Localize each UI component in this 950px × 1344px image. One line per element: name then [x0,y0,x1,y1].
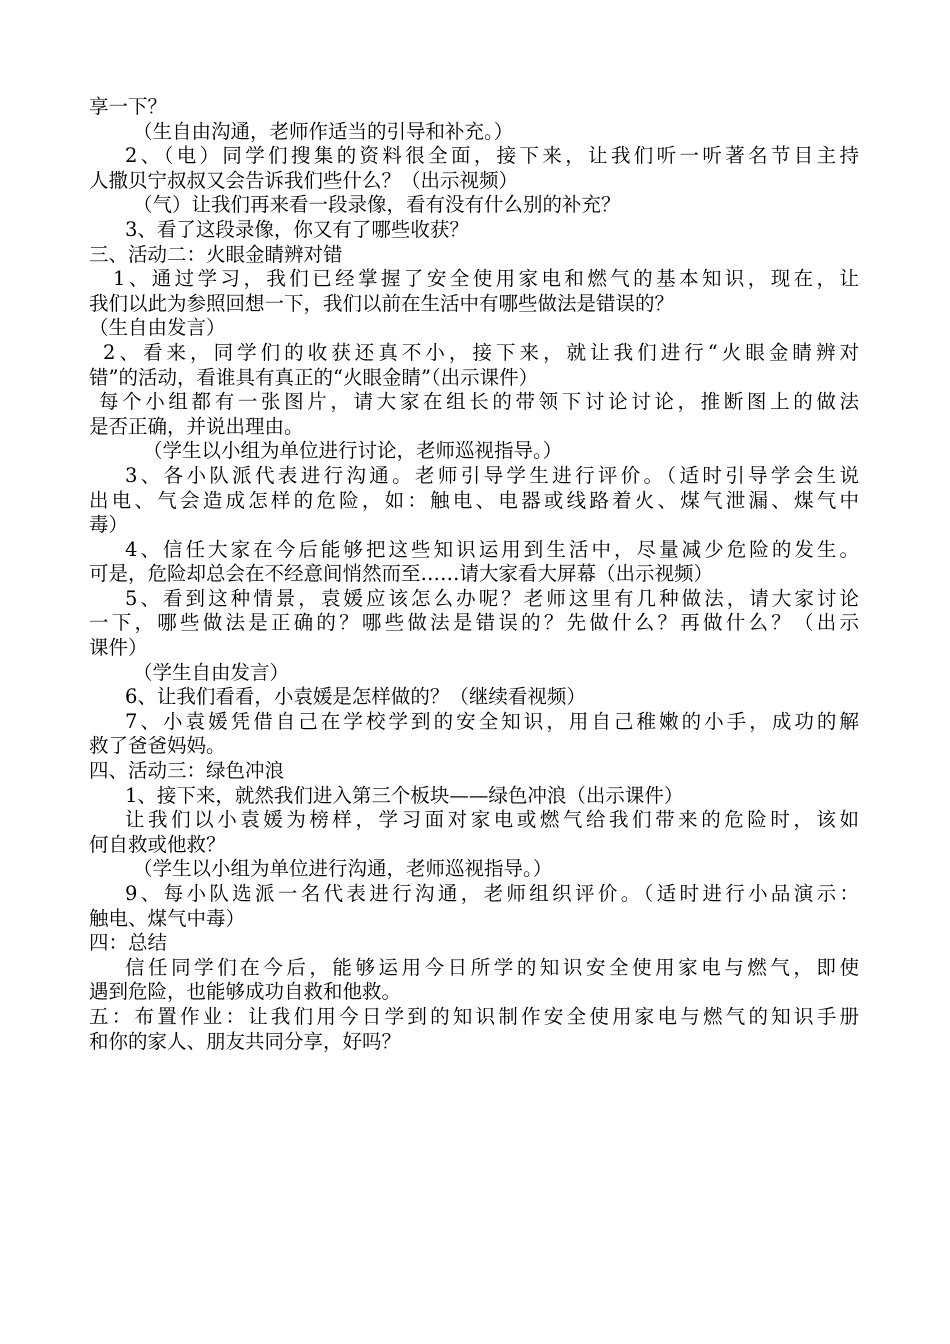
text-line: 救了爸爸妈妈。 [89,734,226,758]
text-line: 一下，哪些做法是正确的？哪些做法是错误的？先做什么？再做什么？（出示 [89,611,859,635]
text-line: 让我们以小袁媛为榜样，学习面对家电或燃气给我们带来的危险时，该如 [125,808,859,832]
section-heading: 四、活动三：绿色冲浪 [89,759,285,783]
text-line: 每个小组都有一张图片，请大家在组长的带领下讨论讨论，推断图上的做法 [99,390,859,414]
text-line: 我们以此为参照回想一下，我们以前在生活中有哪些做法是错误的？ [89,291,675,315]
text-line: 人撒贝宁叔叔又会告诉我们些什么？（出示视频） [89,168,519,192]
text-line: 7、小袁媛凭借自己在学校学到的安全知识，用自己稚嫩的小手，成功的解 [125,709,859,733]
text-line: 享一下？ [89,95,168,118]
text-line: （气）让我们再来看一段录像，看有没有什么别的补充？ [133,193,621,217]
text-line: （学生以小组为单位进行讨论，老师巡视指导。） [143,439,563,463]
text-line: 2、（电）同学们搜集的资料很全面，接下来，让我们听一听著名节目主持 [125,144,859,168]
text-line: 触电、煤气中毒） [89,906,246,930]
text-line: 6、让我们看看，小袁媛是怎样做的？（继续看视频） [125,685,586,709]
section-heading: 五：布置作业：让我们用今日学到的知识制作安全使用家电与燃气的知识手册 [89,1004,859,1028]
section-heading: 四：总结 [89,931,168,955]
text-line: （学生以小组为单位进行沟通，老师巡视指导。） [133,857,553,881]
text-line: 何自救或他救？ [89,832,226,856]
text-line: （生自由发言） [89,316,226,340]
text-line: 错”的活动，看谁具有真正的“火眼金睛”（出示课件） [89,365,539,389]
text-line: 课件） [89,636,148,660]
text-line: 2、看来，同学们的收获还真不小，接下来，就让我们进行“火眼金睛辨对 [103,340,859,364]
text-line: 是否正确，并说出理由。 [89,414,304,438]
text-line: 信任同学们在今后，能够运用今日所学的知识安全使用家电与燃气，即使 [125,955,859,979]
text-line: 4、信任大家在今后能够把这些知识运用到生活中，尽量减少危险的发生。 [125,537,859,561]
text-line: 9、每小队选派一名代表进行沟通，老师组织评价。（适时进行小品演示： [125,882,859,905]
text-line: 3、看了这段录像，你又有了哪些收获？ [125,217,469,241]
text-line: 可是，危险却总会在不经意间悄然而至……请大家看大屏幕（出示视频） [89,562,714,586]
text-line: 出电、气会造成怎样的危险，如：触电、电器或线路着火、煤气泄漏、煤气中 [89,488,859,512]
text-line: 和你的家人、朋友共同分享，好吗？ [89,1029,402,1053]
text-line: 5、看到这种情景，袁媛应该怎么办呢？老师这里有几种做法，请大家讨论 [125,586,859,610]
text-line: （生自由沟通，老师作适当的引导和补充。） [133,119,514,143]
section-heading: 三、活动二：火眼金睛辨对错 [89,242,343,266]
text-line: 3、各小队派代表进行沟通。老师引导学生进行评价。（适时引导学会生说 [125,463,859,487]
text-line: 1、接下来，就然我们进入第三个板块——绿色冲浪（出示课件） [125,783,684,807]
document-body [89,95,859,1054]
text-line: （学生自由发言） [133,660,290,684]
text-line: 毒） [89,513,129,537]
text-line: 遇到危险，也能够成功自救和他救。 [89,980,402,1004]
text-line: 1、通过学习，我们已经掌握了安全使用家电和燃气的基本知识，现在，让 [113,267,859,291]
